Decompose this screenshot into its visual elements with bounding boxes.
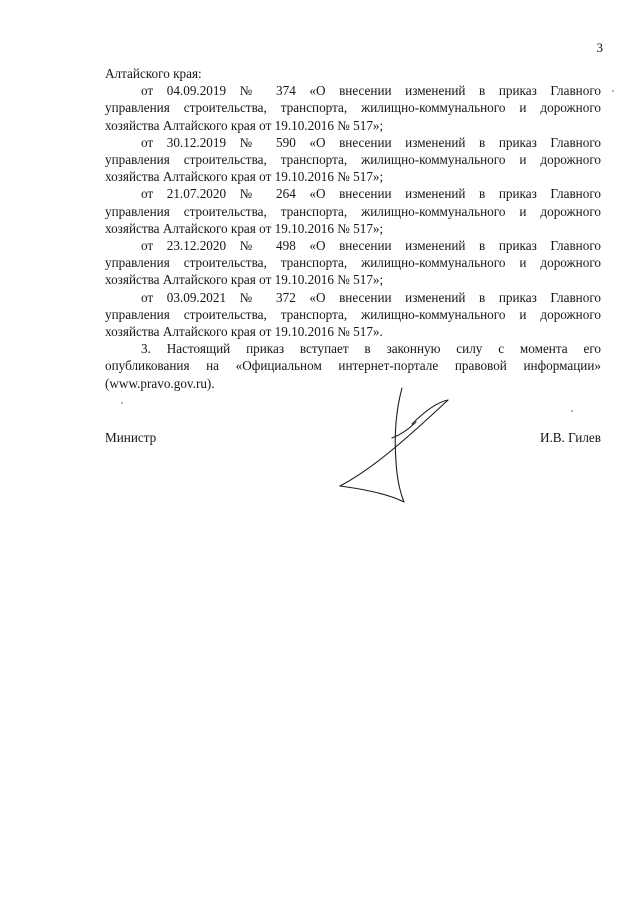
amendment-line-3: хозяйства Алтайского края от 19.10.2016 № 517»; xyxy=(105,272,384,288)
amendment-line-3: хозяйства Алтайского края от 19.10.2016 № 517»; xyxy=(105,169,384,185)
amendment-line-2: управления строительства, транспорта, жилищно-коммунального и дорожного xyxy=(105,152,601,168)
clause-3-line-3: (www.pravo.gov.ru). xyxy=(105,375,215,391)
amendment-line-1: от 03.09.2021 № 372 «О внесении изменений в приказ Главного xyxy=(141,289,601,305)
page-number: 3 xyxy=(596,40,603,55)
amendment-line-2: управления строительства, транспорта, жилищно-коммунального и дорожного xyxy=(105,203,601,219)
amendment-item-2 xyxy=(105,134,601,186)
scan-speck xyxy=(571,410,573,412)
amendment-item-4 xyxy=(105,237,601,289)
amendment-line-1: от 21.07.2020 № 264 «О внесении изменений в приказ Главного xyxy=(141,186,601,202)
signer-title: Министр xyxy=(105,430,157,445)
amendment-line-2: управления строительства, транспорта, жилищно-коммунального и дорожного xyxy=(105,100,601,116)
document-body xyxy=(105,65,601,392)
amendment-item-1 xyxy=(105,82,601,134)
handwritten-signature xyxy=(330,380,460,510)
amendment-line-3: хозяйства Алтайского края от 19.10.2016 № 517»; xyxy=(105,220,384,236)
amendment-line-3: хозяйства Алтайского края от 19.10.2016 № 517»; xyxy=(105,117,384,133)
amendment-line-1: от 30.12.2019 № 590 «О внесении изменений в приказ Главного xyxy=(141,134,601,150)
amendment-line-1: от 23.12.2020 № 498 «О внесении изменений в приказ Главного xyxy=(141,238,601,254)
clause-3-line-2: опубликования на «Официальном интернет-портале правовой информации» xyxy=(105,358,601,374)
amendment-line-2: управления строительства, транспорта, жилищно-коммунального и дорожного xyxy=(105,255,601,271)
amendment-line-1: от 04.09.2019 № 374 «О внесении изменений в приказ Главного xyxy=(141,83,601,99)
clause-3-line-1: 3. Настоящий приказ вступает в законную силу с момента его xyxy=(141,341,601,357)
scan-speck xyxy=(612,90,614,92)
scan-speck xyxy=(121,402,123,404)
lead-line: Алтайского края: xyxy=(105,66,202,81)
amendment-line-2: управления строительства, транспорта, жилищно-коммунального и дорожного xyxy=(105,306,601,322)
amendment-line-3: хозяйства Алтайского края от 19.10.2016 № 517». xyxy=(105,324,383,340)
signer-name: И.В. Гилев xyxy=(539,430,601,445)
amendment-item-3 xyxy=(105,185,601,237)
amendment-item-5 xyxy=(105,289,601,341)
